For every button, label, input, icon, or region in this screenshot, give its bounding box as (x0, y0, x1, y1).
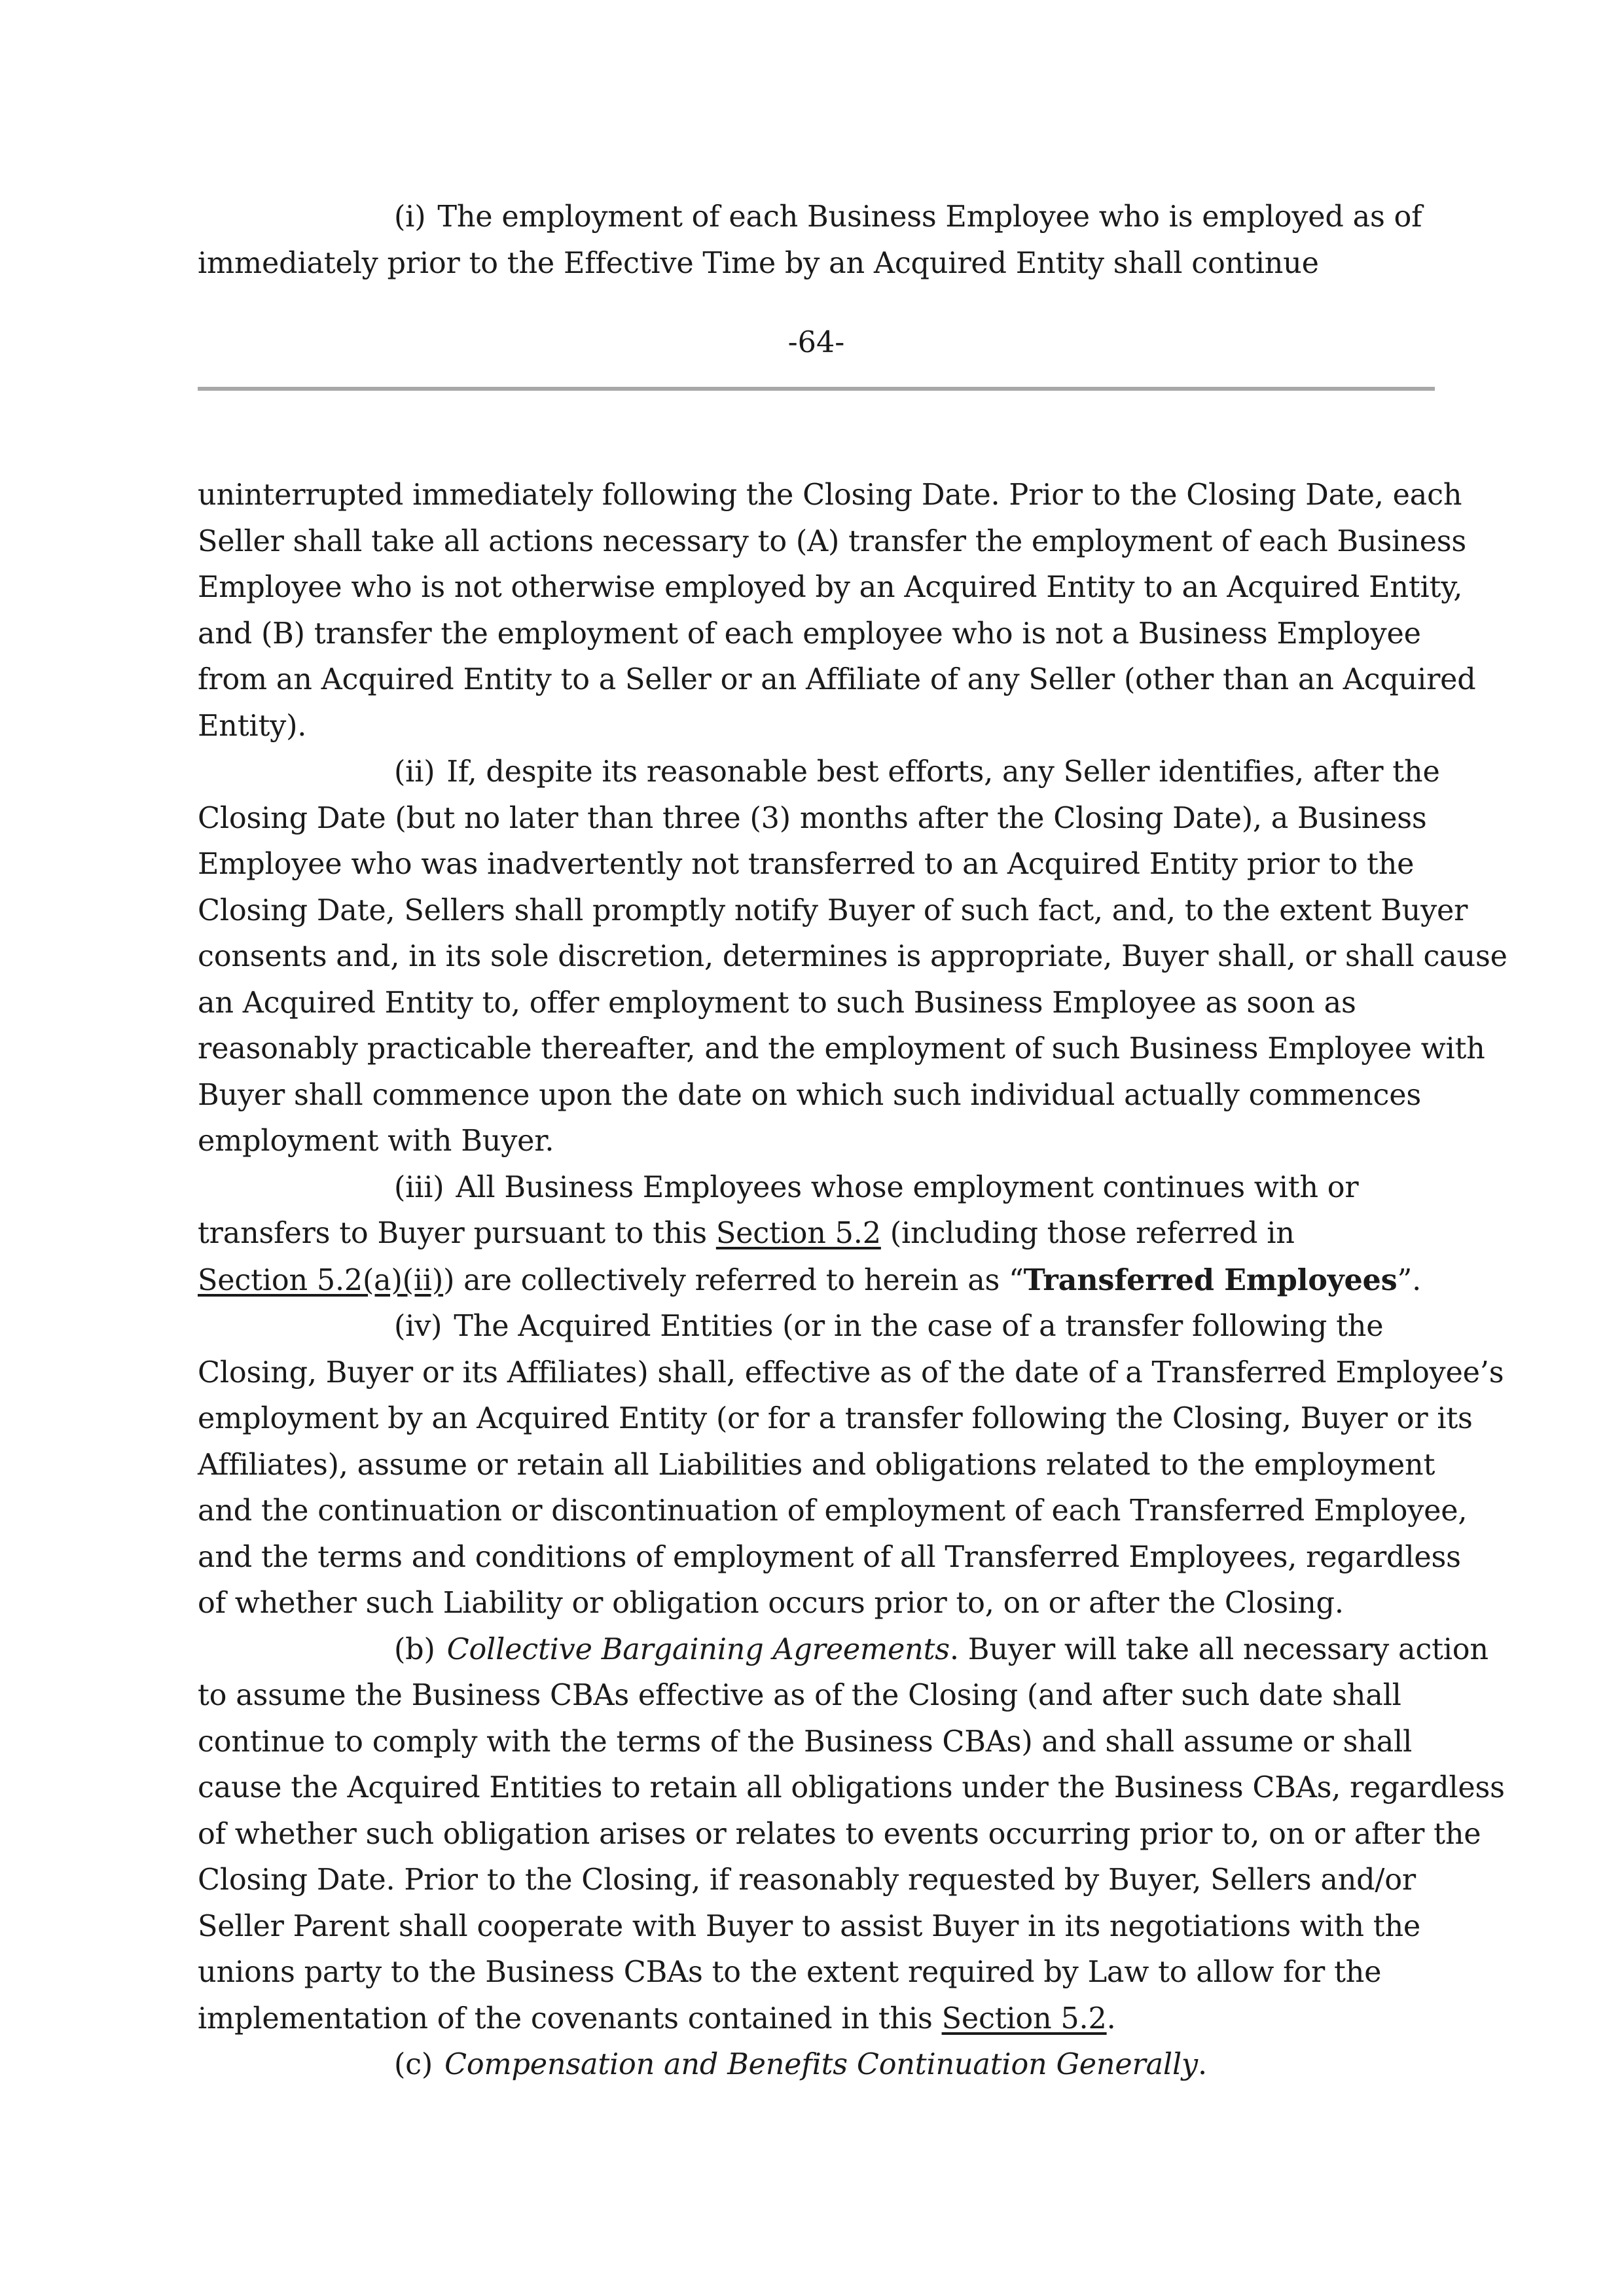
para-iv-first-line: (iv) The Acquired Entities (or in the case of a transfer following the (198, 1304, 1507, 1350)
paragraph-b (198, 1627, 1507, 2043)
text-line: Closing Date, Sellers shall promptly notify Buyer of such fact, and, to the extent Buyer (198, 893, 1468, 927)
page-number: -64- (787, 326, 845, 359)
text-line: Closing Date (but no later than three (3) months after the Closing Date), a Business (198, 801, 1427, 835)
text-line: of whether such Liability or obligation occurs prior to, on or after the Closing. (198, 1587, 1344, 1620)
text-line: of whether such obligation arises or relates to events occurring prior to, on or after the (198, 1817, 1481, 1851)
para-b-first-line: (b) Collective Bargaining Agreements. Buyer will take all necessary action (198, 1627, 1507, 1674)
para-i-number: (i) (394, 200, 426, 234)
text-line: employment by an Acquired Entity (or for a transfer following the Closing, Buyer or its (198, 1402, 1473, 1435)
para-i-first-line: (i) The employment of each Business Employee who is employed as of (198, 194, 1422, 241)
para-c-heading: Compensation and Benefits Continuation Generally (444, 2048, 1198, 2081)
section-5-2-link: Section 5.2 (715, 1217, 881, 1250)
paragraph-ii (198, 749, 1507, 1165)
text-line: employment with Buyer. (198, 1124, 554, 1158)
defined-term: Transferred Employees (1023, 1263, 1398, 1297)
para-ii-first-line: (ii) If, despite its reasonable best efforts, any Seller identifies, after the (198, 749, 1507, 796)
text-line: an Acquired Entity to, offer employment to such Business Employee as soon as (198, 986, 1356, 1020)
text-line: and the terms and conditions of employment of all Transferred Employees, regardless (198, 1540, 1461, 1574)
section-5-2-link: Section 5.2 (941, 2001, 1107, 2036)
text-line: Closing, Buyer or its Affiliates) shall, effective as of the date of a Transferred Employee’s (198, 1355, 1504, 1390)
para-iv-number: (iv) (394, 1310, 442, 1343)
para-i-second-line: immediately prior to the Effective Time by an Acquired Entity shall continue (198, 246, 1319, 280)
para-b-last-line: implementation of the covenants contained in this Section 5.2. (198, 2001, 1116, 2036)
text-line: Seller Parent shall cooperate with Buyer to assist Buyer in its negotiations with the (198, 1909, 1421, 1943)
paragraph-iii (198, 1165, 1507, 1304)
page-top-paragraph (198, 194, 1422, 287)
text-line: unions party to the Business CBAs to the extent required by Law to allow for the (198, 1956, 1382, 1989)
text-line: to assume the Business CBAs effective as of the Closing (and after such date shall (198, 1679, 1401, 1712)
text-line: continue to comply with the terms of the Business CBAs) and shall assume or shall (198, 1725, 1413, 1759)
para-iii-number: (iii) (394, 1170, 444, 1204)
para-b-heading: Collective Bargaining Agreements (446, 1632, 950, 1666)
page-break-rule (198, 387, 1435, 391)
main-text (198, 473, 1507, 2089)
para-iii-line-3: Section 5.2(a)(ii)) are collectively referred to herein as “Transferred Employees”. (198, 1263, 1422, 1297)
text-line: reasonably practicable thereafter, and the employment of such Business Employee with (198, 1032, 1485, 1066)
para-c-number: (c) (394, 2048, 433, 2081)
section-5-2-a-ii-link: Section 5.2(a)(ii) (198, 1263, 444, 1297)
text-line: from an Acquired Entity to a Seller or an Affiliate of any Seller (other than an Acquired (198, 663, 1476, 696)
text-line: cause the Acquired Entities to retain all obligations under the Business CBAs, regardless (198, 1771, 1505, 1804)
text-line: Employee who is not otherwise employed by an Acquired Entity to an Acquired Entity, (198, 571, 1463, 604)
text-line: and the continuation or discontinuation of employment of each Transferred Employee, (198, 1494, 1468, 1528)
text-line: consents and, in its sole discretion, determines is appropriate, Buyer shall, or shall cause (198, 940, 1507, 973)
paragraph-iv (198, 1304, 1507, 1627)
text-line: Affiliates), assume or retain all Liabilities and obligations related to the employment (198, 1448, 1435, 1482)
text-line: uninterrupted immediately following the Closing Date. Prior to the Closing Date, each (198, 478, 1462, 512)
text-line: and (B) transfer the employment of each employee who is not a Business Employee (198, 617, 1421, 651)
text-line: Employee who was inadvertently not transferred to an Acquired Entity prior to the (198, 848, 1415, 881)
para-c-first-line: (c) Compensation and Benefits Continuation Generally. (198, 2042, 1507, 2089)
para-ii-number: (ii) (394, 755, 435, 789)
text-line: Closing Date. Prior to the Closing, if reasonably requested by Buyer, Sellers and/or (198, 1863, 1416, 1897)
text-line: Buyer shall commence upon the date on which such individual actually commences (198, 1078, 1421, 1112)
para-iii-line-2: transfers to Buyer pursuant to this Section 5.2 (including those referred in (198, 1217, 1295, 1250)
paragraph-c (198, 2042, 1507, 2089)
para-iii-first-line: (iii) All Business Employees whose employment continues with or (198, 1165, 1507, 1211)
continuation-paragraph (198, 473, 1507, 749)
para-b-number: (b) (394, 1632, 435, 1666)
text-line: Entity). (198, 709, 307, 743)
text-line: Seller shall take all actions necessary to (A) transfer the employment of each Business (198, 524, 1467, 558)
